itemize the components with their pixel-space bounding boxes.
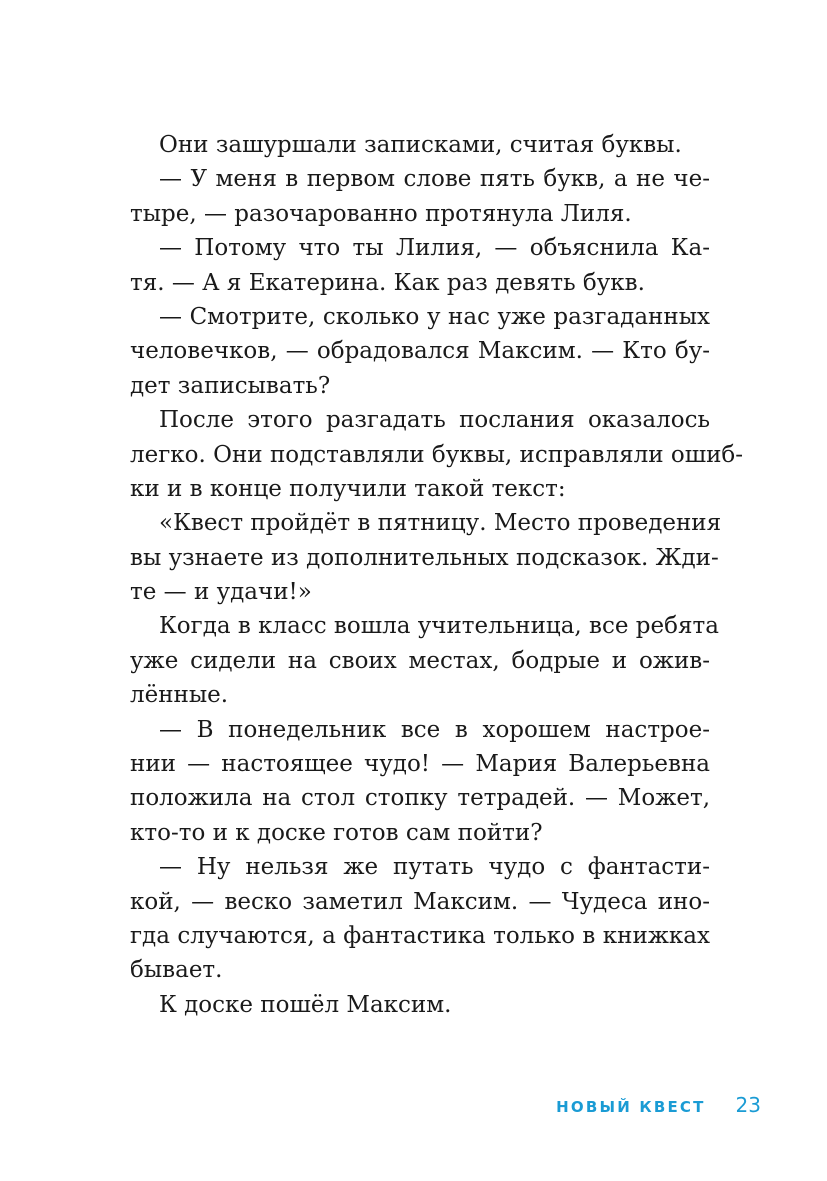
text-line: легко. Они подставляли буквы, исправляли ошиб- [130,441,744,468]
running-title: НОВЫЙ КВЕСТ [556,1098,706,1116]
text-line: гда случаются, а фантастика только в книжках [130,922,710,949]
text-line: — У меня в первом слове пять букв, а не че- [159,166,710,193]
text-line: Они зашуршали записками, считая буквы. [159,132,682,158]
text-line: дет записывать? [130,372,331,399]
text-line: К доске пошёл Максим. [159,991,452,1018]
text-line: — Смотрите, сколько у нас уже разгаданных [159,303,710,330]
text-line: нии — настоящее чудо! — Мария Валерьевна [130,751,710,778]
body-text [130,128,744,1022]
text-line: уже сидели на своих местах, бодрые и ожив- [130,647,710,674]
text-line: вы узнаете из дополнительных подсказок. Жди- [130,544,719,571]
text-line: положила на стол стопку тетрадей. — Может, [130,785,710,812]
text-line: бывает. [130,957,223,984]
text-line: — В понедельник все в хорошем настрое- [159,716,710,743]
text-line: тя. — А я Екатерина. Как раз девять букв. [130,269,645,296]
text-line: те — и удачи!» [130,579,312,606]
text-line: «Квест пройдёт в пятницу. Место проведения [159,510,722,537]
text-line: После этого разгадать послания оказалось [159,407,710,434]
text-line: тыре, — разочарованно протянула Лиля. [130,200,632,227]
text-line: — Потому что ты Лилия, — объяснила Ка- [159,235,710,262]
text-line: — Ну нельзя же путать чудо с фантасти- [159,854,710,881]
text-line: Когда в класс вошла учительница, все ребята [159,613,719,640]
text-line: ки и в конце получили такой текст: [130,475,566,502]
text-line: человечков, — обрадовался Максим. — Кто бу- [130,338,710,365]
text-line: лённые. [130,682,229,709]
text-line: кто-то и к доске готов сам пойти? [130,819,543,846]
page-footer [556,1093,761,1117]
text-line: кой, — веско заметил Максим. — Чудеса ино- [130,888,710,915]
page-number: 23 [735,1093,761,1117]
